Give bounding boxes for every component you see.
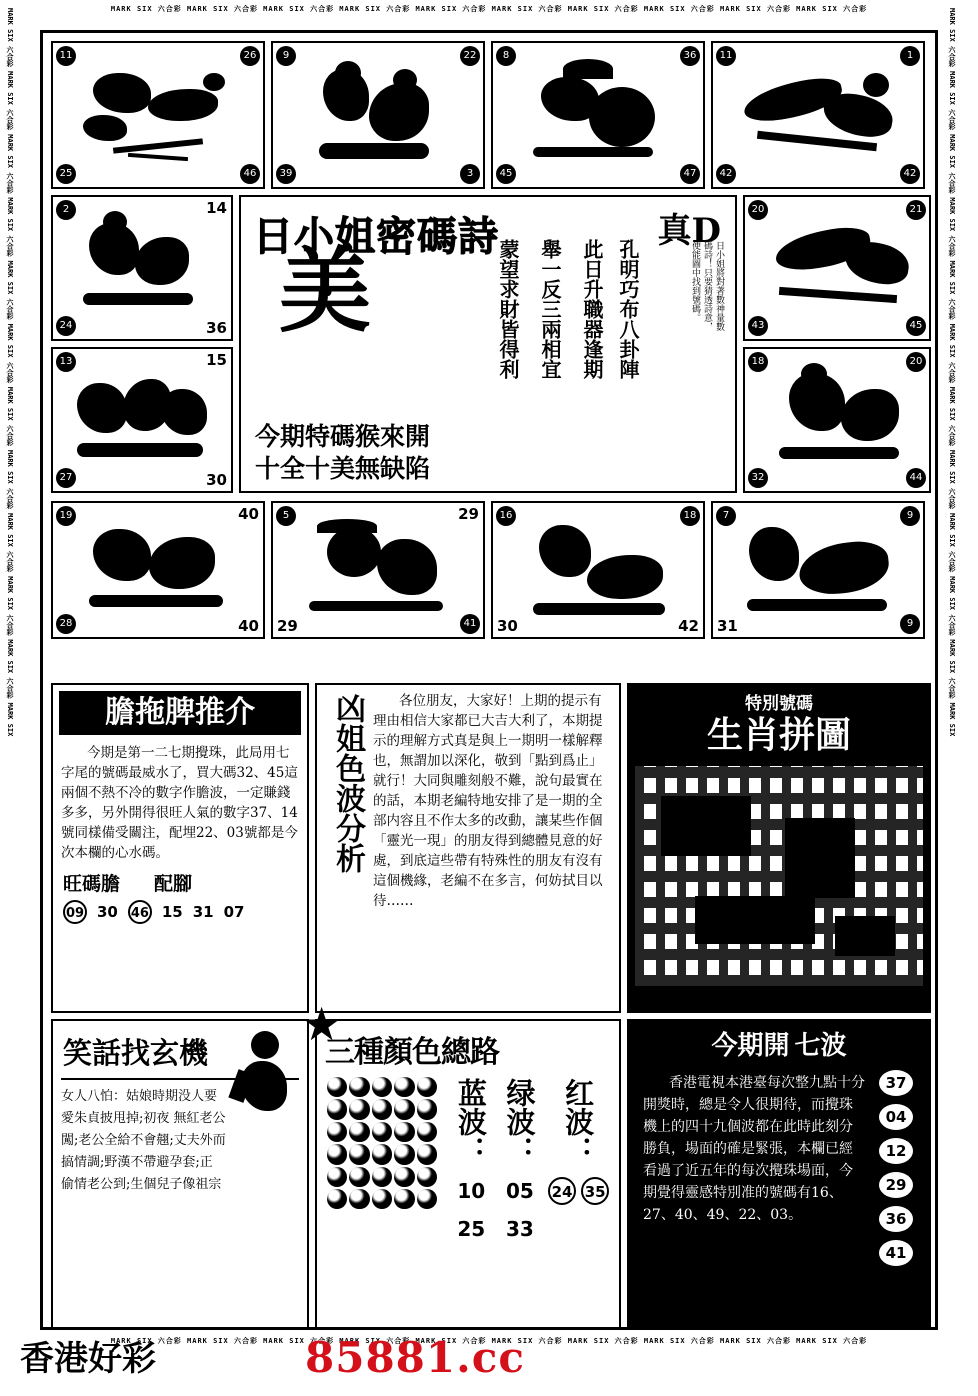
lottery-ball — [372, 1122, 392, 1142]
ink-art — [713, 43, 923, 187]
lottery-ball — [417, 1077, 437, 1097]
banner-corner-mark: 真D — [657, 211, 721, 251]
lottery-ball — [417, 1122, 437, 1142]
joke-line: 愛朱貞披甩掉;初夜 無紅老公 — [61, 1111, 226, 1126]
color-value-ball: 35 — [581, 1177, 609, 1205]
panel-color-wave-analysis — [315, 683, 621, 1013]
color-value: 25 — [457, 1217, 486, 1241]
cell-number: 30 — [497, 617, 518, 635]
cell-number: 8 — [496, 46, 516, 66]
lottery-ball — [327, 1099, 347, 1119]
color-column-blue — [451, 1073, 492, 1241]
issue-ball: 37 — [879, 1070, 913, 1096]
pei-number: 07 — [223, 903, 245, 921]
lottery-ball — [417, 1099, 437, 1119]
lottery-ball — [372, 1167, 392, 1187]
cell-number: 9 — [900, 506, 920, 526]
cell-number: 31 — [717, 617, 738, 635]
site-brand: 香港好彩 — [20, 1339, 156, 1379]
cell-number: 18 — [680, 506, 700, 526]
cell-number: 26 — [240, 46, 260, 66]
picture-cell[interactable] — [51, 347, 233, 493]
color-label: 蓝波： — [453, 1077, 488, 1165]
cell-number: 40 — [238, 617, 259, 635]
star-icon: ★ — [301, 997, 343, 1051]
picture-cell[interactable] — [743, 347, 931, 493]
lottery-ball — [394, 1077, 414, 1097]
picture-cell[interactable] — [491, 501, 705, 639]
cell-number: 46 — [240, 164, 260, 184]
lottery-ball — [349, 1144, 369, 1164]
lottery-ball — [349, 1099, 369, 1119]
color-label: 红波： — [561, 1077, 596, 1165]
lottery-ball — [349, 1122, 369, 1142]
cell-number: 45 — [496, 164, 516, 184]
color-value: 10 — [457, 1179, 486, 1203]
lottery-ball — [327, 1167, 347, 1187]
cell-number: 21 — [906, 200, 926, 220]
lottery-ball — [327, 1077, 347, 1097]
cell-number: 29 — [458, 505, 479, 523]
picture-cell[interactable] — [711, 41, 925, 189]
issue-ball: 41 — [879, 1240, 913, 1266]
picture-cell[interactable] — [711, 501, 925, 639]
lottery-ball — [349, 1167, 369, 1187]
lottery-ball — [349, 1189, 369, 1209]
ink-art — [745, 197, 929, 339]
border-bottom: MARK SIX 六合彩 MARK SIX 六合彩 MARK SIX 六合彩 MARK SIX 六合彩 MARK SIX 六合彩 MARK SIX 六合彩 MARK SIX 六合彩 MARK SIX 六合彩 MARK SIX 六合彩 MARK SIX 六合彩 — [110, 1337, 868, 1345]
banner-line-2: 十全十美無缺陷 — [255, 454, 431, 483]
cell-number: 24 — [56, 316, 76, 336]
banner-verse-3: 孔明巧布八卦陣 — [616, 239, 640, 379]
cell-number: 9 — [900, 614, 920, 634]
banner-verse-1: 舉一反三兩相宜 — [538, 239, 562, 379]
cell-number: 11 — [716, 46, 736, 66]
cell-number: 45 — [906, 316, 926, 336]
this-issue-title-right: 七波 — [794, 1031, 847, 1061]
label-pei: 配腳 — [154, 873, 193, 895]
ink-art — [53, 349, 231, 491]
dan-number: 30 — [97, 903, 118, 921]
border-right-text: MARK SIX 六合彩 MARK SIX 六合彩 MARK SIX 六合彩 MARK SIX 六合彩 MARK SIX 六合彩 MARK SIX 六合彩 MARK SIX 六合彩 MARK SIX 六合彩 MARK SIX 六合彩 MARK SIX 六合彩 MARK SIX 六合彩 MARK SIX — [948, 8, 956, 737]
cell-number: 13 — [56, 352, 76, 372]
picture-row-2 — [51, 195, 931, 495]
cell-number: 11 — [56, 46, 76, 66]
cell-number: 28 — [56, 614, 76, 634]
code-poem-banner — [239, 195, 737, 493]
pei-number: 31 — [192, 903, 214, 921]
ink-art — [713, 503, 923, 637]
cell-number: 40 — [238, 505, 259, 523]
panel-dan-tuo-body: 今期是第一二七期攪珠，此局用七字尾的號碼最威水了，買大碼32、45這兩個不熱不冷的數字作膽波，一定賺錢多多，另外開得很旺人氣的數字37、14號同樣備受關注，配埋22、03號都是今次本欄的心水碼。 — [61, 745, 298, 861]
lottery-ball — [327, 1122, 347, 1142]
issue-ball: 29 — [879, 1172, 913, 1198]
ink-art — [53, 503, 263, 637]
cell-number: 1 — [900, 46, 920, 66]
joke-line: 搞情調;野漢不帶避孕套;正 — [61, 1155, 213, 1170]
cell-number: 42 — [900, 164, 920, 184]
panel-this-issue — [627, 1019, 931, 1329]
cell-number: 7 — [716, 506, 736, 526]
cell-number: 36 — [206, 319, 227, 337]
ball-cluster — [323, 1073, 441, 1241]
main-frame — [40, 30, 938, 1330]
cell-number: 32 — [748, 468, 768, 488]
issue-ball: 12 — [879, 1138, 913, 1164]
lottery-ball — [394, 1099, 414, 1119]
panel-dan-tuo — [51, 683, 309, 1013]
lottery-ball — [417, 1189, 437, 1209]
panel-dan-tuo-title: 膽拖脾推介 — [59, 691, 301, 735]
banner-verse-4: 蒙望求財皆得利 — [496, 239, 520, 379]
cell-number: 14 — [206, 199, 227, 217]
lottery-ball — [394, 1189, 414, 1209]
cell-number: 3 — [460, 164, 480, 184]
cell-number: 41 — [460, 614, 480, 634]
lottery-ball — [394, 1167, 414, 1187]
this-issue-title-left: 今期開 — [711, 1031, 790, 1061]
cell-number: 42 — [716, 164, 736, 184]
cell-number: 18 — [748, 352, 768, 372]
border-left — [4, 8, 30, 1396]
panel-color-wave-vertical-title: 凶姐色波分析 — [330, 693, 365, 873]
cell-number: 9 — [276, 46, 296, 66]
dan-ball: 09 — [63, 900, 87, 924]
joke-line: 偷情老公到;生個兒子像祖宗 — [61, 1177, 222, 1192]
lottery-ball — [417, 1167, 437, 1187]
cell-number: 44 — [906, 468, 926, 488]
cell-number: 19 — [56, 506, 76, 526]
cell-number: 29 — [277, 617, 298, 635]
border-right — [946, 8, 972, 1396]
picture-cell[interactable] — [51, 41, 265, 189]
pei-ball: 46 — [128, 900, 152, 924]
lottery-ball — [349, 1077, 369, 1097]
ink-art — [273, 503, 483, 637]
panel-three-colors — [315, 1019, 621, 1329]
issue-ball: 04 — [879, 1104, 913, 1130]
picture-row-3 — [51, 501, 931, 639]
color-value: 05 — [506, 1179, 534, 1203]
ink-art — [493, 43, 703, 187]
panel-special-numbers — [627, 683, 931, 1013]
color-column-red — [548, 1073, 609, 1241]
panel-dan-tuo-labels — [53, 863, 307, 896]
label-dan: 旺碼膽 — [63, 873, 121, 895]
picture-grid — [51, 41, 931, 645]
lottery-ball — [394, 1144, 414, 1164]
cell-number: 20 — [906, 352, 926, 372]
lottery-ball — [394, 1122, 414, 1142]
ink-art — [53, 43, 263, 187]
banner-bottom-lines — [255, 421, 430, 485]
color-value: 33 — [506, 1217, 534, 1241]
pei-number: 15 — [161, 903, 183, 921]
panel-joke-title: 笑話找玄機 — [63, 1036, 209, 1070]
ink-art — [745, 349, 929, 491]
border-top: MARK SIX 六合彩 MARK SIX 六合彩 MARK SIX 六合彩 MARK SIX 六合彩 MARK SIX 六合彩 MARK SIX 六合彩 MARK SIX 六合彩 MARK SIX 六合彩 MARK SIX 六合彩 MARK SIX 六合彩 — [110, 5, 868, 13]
banner-verse-2: 此日升職器逢期 — [580, 239, 604, 379]
cell-number: 20 — [748, 200, 768, 220]
panel-three-colors-title: 三種顏色總路 — [325, 1035, 499, 1070]
special-head-big: 生肖拼圖 — [706, 714, 851, 756]
site-url[interactable]: 85881.cc — [305, 1333, 525, 1382]
picture-cell[interactable] — [271, 41, 485, 189]
cell-number: 5 — [276, 506, 296, 526]
cell-number: 2 — [56, 200, 76, 220]
issue-ball: 36 — [879, 1206, 913, 1232]
cell-number: 27 — [56, 468, 76, 488]
cell-number: 43 — [748, 316, 768, 336]
zodiac-puzzle-image — [635, 766, 923, 986]
lottery-ball — [327, 1144, 347, 1164]
joke-line: 闖;老公全給不會翹;丈夫外而 — [61, 1133, 226, 1148]
cell-number: 25 — [56, 164, 76, 184]
cell-number: 15 — [206, 351, 227, 369]
cell-number: 30 — [206, 471, 227, 489]
banner-line-1: 今期特碼猴來開 — [255, 422, 431, 451]
banner-fine-print: 日小姐將對著數神量數碼詩！只要猜透詩意，便能圖中找到號碼。 — [690, 241, 724, 331]
border-left-text: MARK SIX 六合彩 MARK SIX 六合彩 MARK SIX 六合彩 MARK SIX 六合彩 MARK SIX 六合彩 MARK SIX 六合彩 MARK SIX 六合彩 MARK SIX 六合彩 MARK SIX 六合彩 MARK SIX 六合彩 MARK SIX 六合彩 MARK SIX — [6, 8, 14, 737]
color-value-ball: 24 — [548, 1177, 576, 1205]
joke-line: 女人八怕：姑娘時期没人要 — [61, 1089, 218, 1104]
lottery-ball — [372, 1099, 392, 1119]
panel-color-wave-body: 各位朋友，大家好！上期的提示有理由相信大家都已大吉大利了，本期提示的理解方式真是與上一期明一樣解釋也，無謂加以深化，敬到「點到爲止」就行！大同與雕刻般不難，說句最實在的話，本期老編特地安排了是一期的全部内容且不作太多的改動，讓某些作個「靈光一現」的朋友得到總體見意的好處，到底這些帶有特殊性的朋友有沒有這個機緣，老編不在多言，何妨拭目以待…… — [373, 693, 603, 909]
banner-title: 日小姐密碼詩 — [253, 213, 499, 260]
lottery-ball — [372, 1077, 392, 1097]
cell-number: 16 — [496, 506, 516, 526]
lottery-ball — [417, 1144, 437, 1164]
panel-joke — [51, 1019, 309, 1329]
cell-number: 39 — [276, 164, 296, 184]
ink-art — [493, 503, 703, 637]
this-issue-body: 香港電視本港臺每次整九點十分開獎時，總是令人很期待，而攪珠機上的四十九個波都在此時此刻分勝負，場面的確是緊張，本欄已經看過了近五年的每次攪珠場面，今期覺得靈感特別准的號碼有16、27、40、49、22、03。 — [643, 1075, 865, 1223]
picture-cell[interactable] — [51, 501, 265, 639]
picture-row-1 — [51, 41, 931, 189]
cell-number: 42 — [678, 617, 699, 635]
cell-number: 36 — [680, 46, 700, 66]
cell-number: 47 — [680, 164, 700, 184]
ink-art — [273, 43, 483, 187]
color-label: 绿波： — [502, 1077, 537, 1165]
lottery-ball — [372, 1189, 392, 1209]
picture-cell[interactable] — [271, 501, 485, 639]
lottery-ball — [327, 1189, 347, 1209]
picture-cell[interactable] — [491, 41, 705, 189]
picture-cell[interactable] — [51, 195, 233, 341]
cell-number: 22 — [460, 46, 480, 66]
panel-dan-tuo-numbers — [53, 896, 307, 928]
color-column-green — [499, 1073, 540, 1241]
special-head-small: 特別號碼 — [745, 694, 813, 714]
ink-art — [53, 197, 231, 339]
banner-big-character: 美 — [279, 237, 372, 345]
picture-cell[interactable] — [743, 195, 931, 341]
lottery-ball — [372, 1144, 392, 1164]
cartoon-figure — [229, 1027, 299, 1137]
this-issue-ball-column — [869, 1066, 923, 1266]
